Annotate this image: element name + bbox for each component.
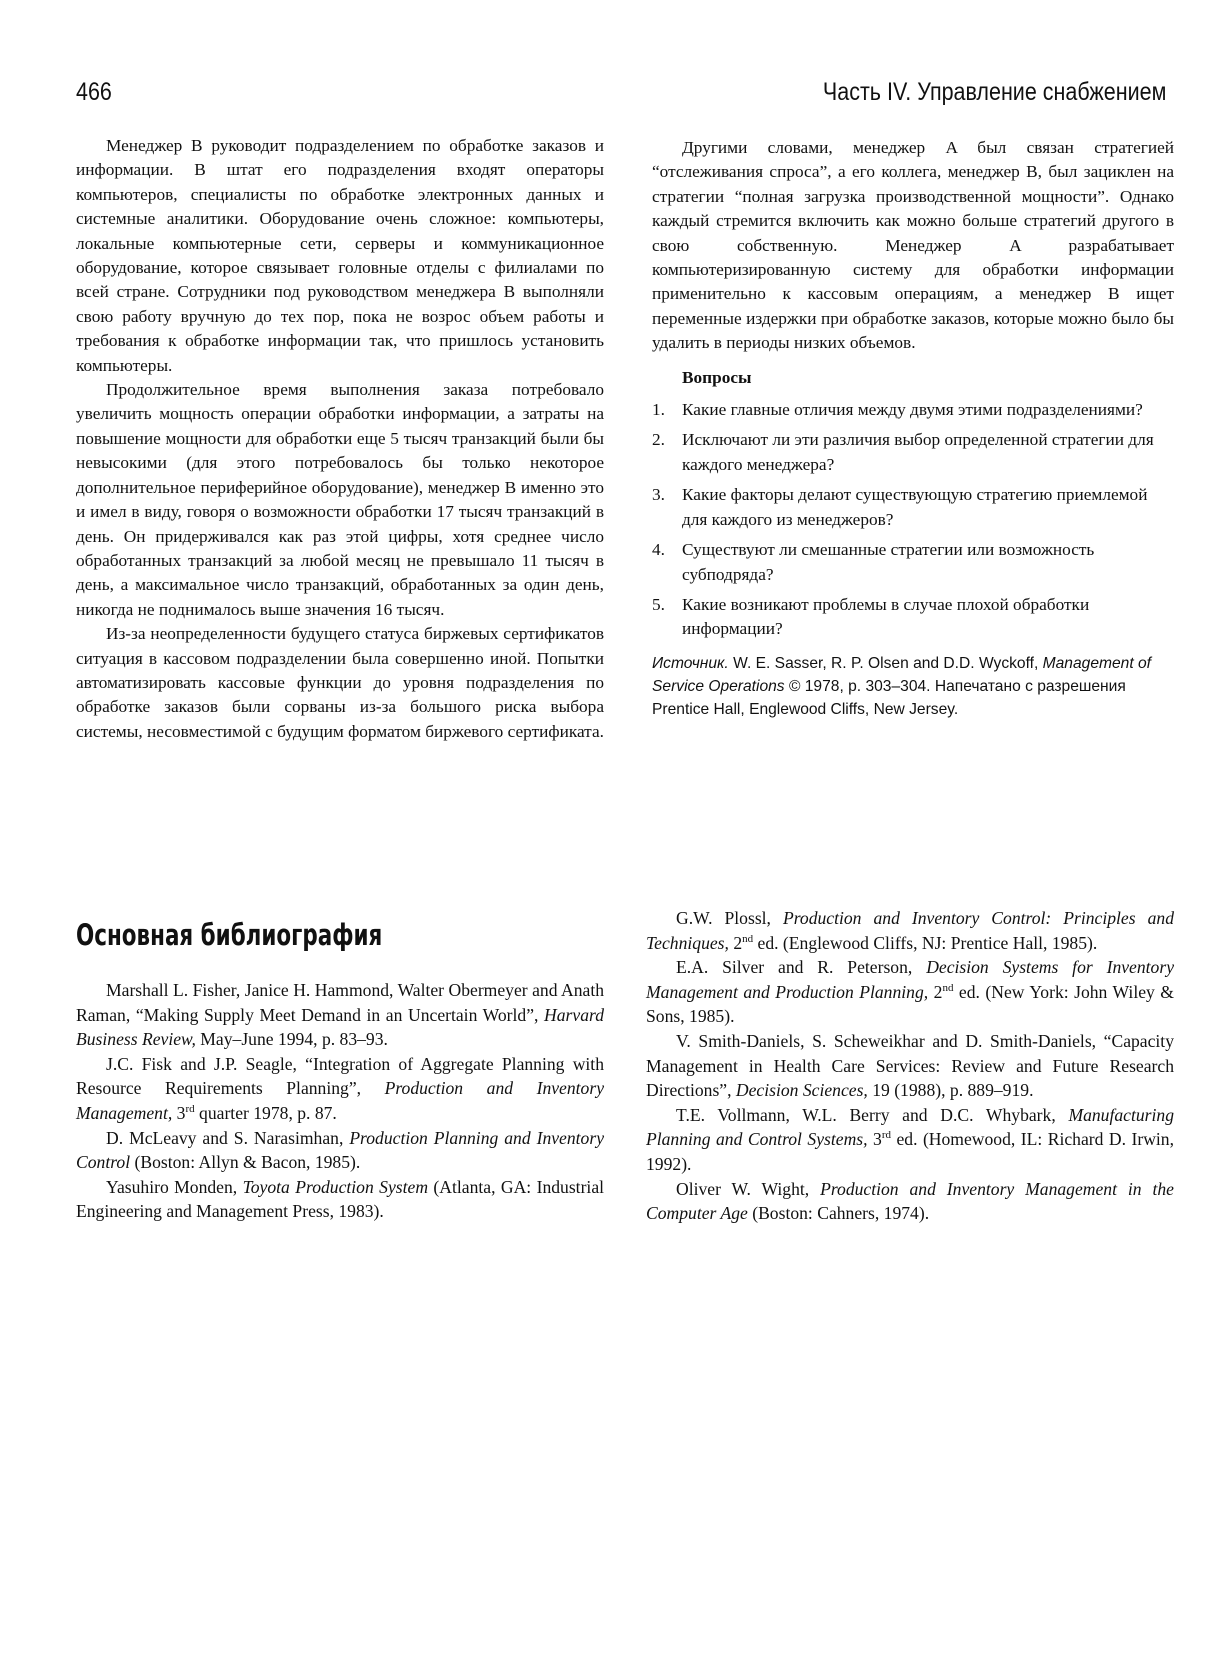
questions-list (652, 398, 1174, 642)
bibliography-entry: Marshall L. Fisher, Janice H. Hammond, Walter Obermeyer and Anath Raman, “Making Supply Meet Demand in an Uncertain World”, Harvard Business Review, May–June 1994, p. 83–93. (76, 980, 604, 1050)
source-note (652, 652, 1174, 721)
right-column (652, 136, 1174, 721)
question-number: 5. (652, 594, 665, 614)
bibliography-entry: Yasuhiro Monden, Toyota Production System (Atlanta, GA: Industrial Engineering and Management Press, 1983). (76, 1176, 605, 1222)
source-title: Management of Service Operations (652, 654, 1151, 695)
bibliography-title: Manufacturing Planning and Control Systems, (646, 1104, 1174, 1150)
question-item (652, 538, 1174, 587)
question-text: Существуют ли смешанные стратегии или возможность субподряда? (682, 540, 1095, 584)
running-head: Часть IV. Управление снабжением (822, 78, 1166, 106)
source-text: W. E. Sasser, R. P. Olsen and D.D. Wyckoff, (728, 654, 1043, 672)
bibliography-heading: Основная библиография (76, 918, 383, 952)
bibliography-title: Decision Sciences, (735, 1080, 868, 1101)
paragraph: Другими словами, менеджер A был связан стратегией “отслеживания спроса”, а его коллега, менеджер B, был зациклен на стратегии “полная загрузка производственной мощности”. Однако каждый стремится включить как можно больше стратегий другого в свою собственную. Менеджер A разрабатывает компьютеризированную систему для обработки информации применительно к кассовым операциям, а менеджер B ищет переменные издержки при обработке заказов, которые можно было бы удалить в периоды низких объемов. (652, 138, 1174, 353)
left-column (76, 134, 604, 744)
page-number: 466 (76, 78, 112, 106)
question-text: Какие факторы делают существующую стратегию приемлемой для каждого из менеджеров? (682, 485, 1148, 529)
question-number: 1. (652, 400, 665, 420)
bibliography-entry: Oliver W. Wight, Production and Inventory Management in the Computer Age (Boston: Cahners, 1974). (646, 1178, 1174, 1224)
question-number: 2. (652, 430, 665, 450)
questions-title: Вопросы (682, 367, 752, 387)
paragraph: Менеджер B руководит подразделением по обработке заказов и информации. В штат его подразделения входят операторы компьютеров, специалисты по обработке электронных данных и системные аналитики. Оборудование очень сложное: компьютеры, локальные компьютерные сети, серверы и коммуникационное оборудование, которое связывает головные отделы с филиалами по всей стране. Сотрудники под руководством менеджера B выполняли свою работу вручную до тех пор, пока не возрос объем работы и требования к обработке информации так, что пришлось установить компьютеры. (76, 136, 604, 375)
paragraph: Из-за неопределенности будущего статуса биржевых сертификатов ситуация в кассовом подразделении была совершенно иной. Попытки автоматизировать кассовые функции до уровня подразделения по обработке заказов были сорваны из-за большого риска выбора системы, несовместимой с будущим форматом биржевого сертификата. (76, 624, 604, 741)
bibliography-entry: J.C. Fisk and J.P. Seagle, “Integration of Aggregate Planning with Resource Requirements Planning”, Production and Inventory Management, 3rd quarter 1978, p. 87. (76, 1053, 605, 1123)
bibliography-entry: E.A. Silver and R. Peterson, Decision Systems for Inventory Management and Production Planning, 2nd ed. (New York: John Wiley & Sons, 1985). (646, 957, 1174, 1027)
question-text: Какие возникают проблемы в случае плохой обработки информации? (682, 594, 1090, 639)
source-text: © 1978, p. 303–304. Напечатано с разрешения Prentice Hall, Englewood Cliffs, New Jersey. (652, 677, 1126, 718)
bibliography-title: Production and Inventory Management, (76, 1078, 605, 1123)
bibliography-title: Production Planning and Inventory Control (76, 1127, 605, 1173)
question-item (652, 593, 1174, 642)
bibliography-left (76, 978, 604, 1224)
question-text: Какие главные отличия между двумя этими подразделениями? (682, 400, 1143, 420)
bibliography-entry: T.E. Vollmann, W.L. Berry and D.C. Whybark, Manufacturing Planning and Control Systems, 3rd ed. (Homewood, IL: Richard D. Irwin, 1992). (646, 1104, 1174, 1174)
question-item (652, 428, 1174, 477)
question-number: 3. (652, 485, 665, 505)
bibliography-title: Production and Inventory Management in the Computer Age (646, 1178, 1174, 1224)
question-number: 4. (652, 540, 665, 560)
page-header (76, 78, 1166, 112)
bibliography-entry: D. McLeavy and S. Narasimhan, Production Planning and Inventory Control (Boston: Allyn & Bacon, 1985). (76, 1127, 605, 1173)
bibliography-title: Decision Systems for Inventory Management and Production Planning, (646, 957, 1174, 1002)
bibliography-entry: G.W. Plossl, Production and Inventory Control: Principles and Techniques, 2nd ed. (Englewood Cliffs, NJ: Prentice Hall, 1985). (646, 908, 1174, 953)
bibliography-entry: V. Smith-Daniels, S. Scheweikhar and D. Smith-Daniels, “Capacity Management in Health Care Services: Review and Future Research Directions”, Decision Sciences, 19 (1988), p. 889–919. (646, 1030, 1174, 1101)
question-item (652, 483, 1174, 532)
question-text: Исключают ли эти различия выбор определенной стратегии для каждого менеджера? (682, 430, 1154, 474)
paragraph: Продолжительное время выполнения заказа потребовало увеличить мощность операции обработки информации, а затраты на повышение мощности для обработки еще 5 тысяч транзакций были бы невысокими (для этого потребовалось бы только некоторое дополнительное периферийное оборудование), менеджер B именно это и имел в виду, говоря о возможности обработки 17 тысяч транзакций в день. Он придерживался как раз этой цифры, хотя среднее число обработанных транзакций за любой месяц не превышало 11 тысяч в день, а максимальное число транзакций, обработанных за один день, никогда не поднималось выше значения 16 тысяч. (76, 380, 604, 619)
source-label: Источник. (652, 654, 729, 672)
question-item (652, 398, 1174, 422)
bibliography-title: Toyota Production System (242, 1176, 429, 1197)
bibliography-title: Harvard Business Review, (76, 1004, 604, 1050)
bibliography-title: Production and Inventory Control: Principles and Techniques, (646, 908, 1174, 953)
bibliography-right (646, 906, 1174, 1226)
